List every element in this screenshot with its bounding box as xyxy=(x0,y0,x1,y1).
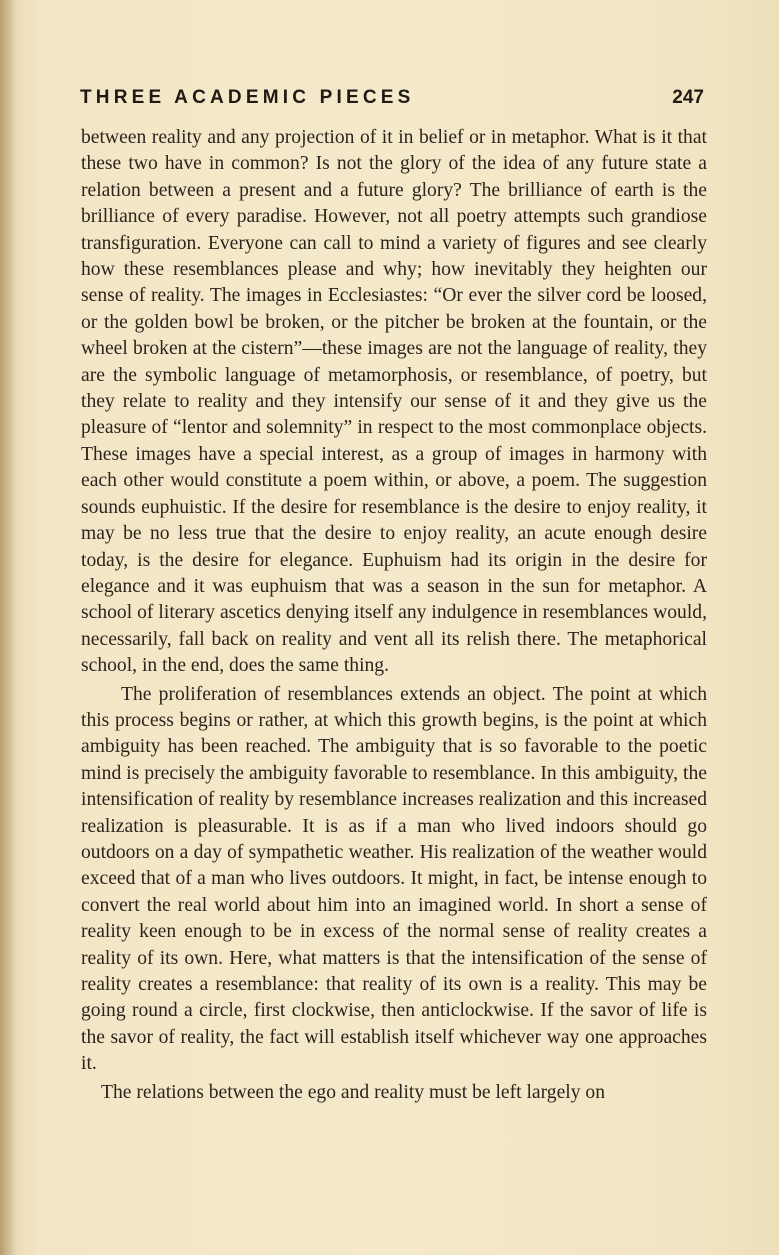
running-head: THREE ACADEMIC PIECES xyxy=(80,87,415,108)
paragraph: The proliferation of resemblances extends an object. The point at which this process begins or rather, at which this growth begins, is the point at which ambiguity has been reached. The ambiguity that is so favorable to the poetic mind is precisely the ambiguity favorable to resemblance. In this ambiguity, the intensification of reality by resemblance increases realization and this increased realization is pleasurable. It is as if a man who lived indoors should go outdoors on a day of sympathetic weather. His realization of the weather would exceed that of a man who lives outdoors. It might, in fact, be intense enough to convert the real world about him into an imagined world. In short a sense of reality keen enough to be in excess of the normal sense of reality creates a reality of its own. Here, what matters is that the intensification of the sense of reality creates a resemblance: that reality of its own is a reality. This may be going round a circle, first clockwise, then anticlockwise. If the savor of life is the savor of reality, the fact will establish itself whichever way one approaches it. xyxy=(81,683,707,1075)
page-number: 247 xyxy=(672,87,704,108)
spine-shadow xyxy=(0,0,18,1255)
paragraph-continued: between reality and any projection of it in belief or in metaphor. What is it that these two have in common? Is not the glory of the idea of any future state a relation between a present and a future glory? The brilliance of earth is the brilliance of every paradise. However, not all poetry attempts such grandiose transfiguration. Everyone can call to mind a variety of figures and see clearly how these resemblances please and why; how inevitably they heighten our sense of reality. The images in Ecclesiastes: “Or ever the silver cord be loosed, or the golden bowl be broken, or the pitcher be broken at the fountain, or the wheel broken at the cistern”—these images are not the language of reality, they are the symbolic language of metamorphosis, or resemblance, of poetry, but they relate to reality and they intensify our sense of it and they give us the pleasure of “lentor and solemnity” in respect to the most commonplace objects. These images have a special interest, as a group of images in harmony with each other would constitute a poem within, or above, a poem. The suggestion sounds euphuistic. If the desire for resemblance is the desire to enjoy reality, it may be no less true that the desire to enjoy reality, an acute enough desire today, is the desire for elegance. Euphuism had its origin in the desire for elegance and it was euphuism that was a season in the sun for metaphor. A school of literary ascetics denying itself any indulgence in resemblances would, necessarily, fall back on reality and vent all its relish there. The metaphorical school, in the end, does the same thing. xyxy=(81,127,707,677)
paragraph: The relations between the ego and reality must be left largely on xyxy=(101,1081,606,1103)
body-text xyxy=(81,125,707,1106)
